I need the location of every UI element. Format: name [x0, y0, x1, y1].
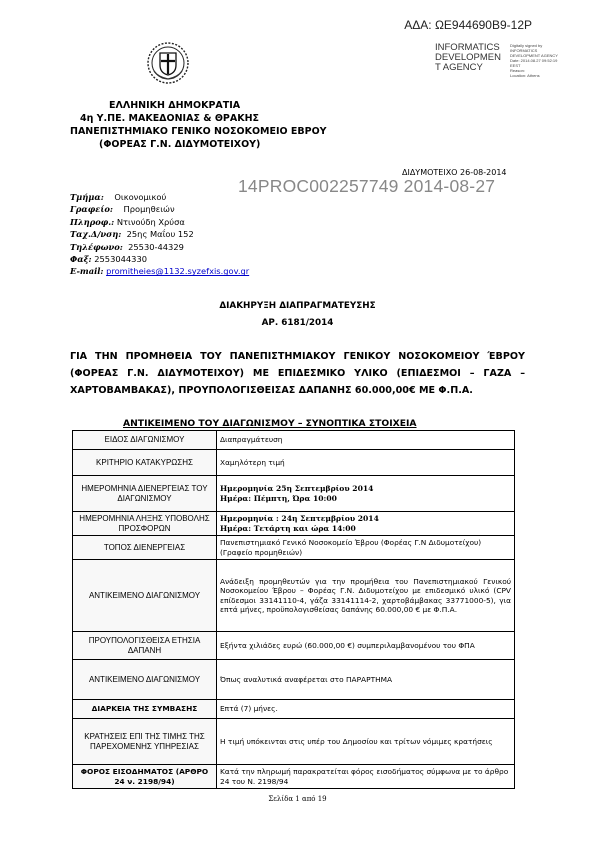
table-row	[73, 700, 515, 719]
row-value: Ανάδειξη προμηθευτών για την προμήθεια του Πανεπιστημιακού Γενικού Νοσοκομείου Έβρου – Φορέας Γ.Ν. Διδυμοτείχου με επιδεσμικό υλικό (CPV επίδεσμοι 33141110-4, γάζα 33141114-2, χαρτοβάμβακας 33771000-5), για επτά μήνες, προϋπολογισθείσας δαπάνης 60.000,00 € με Φ.Π.Α.	[217, 560, 515, 632]
row-label: ΑΝΤΙΚΕΙΜΕΝΟ ΔΙΑΓΩΝΙΣΜΟΥ	[73, 560, 217, 632]
signature-detail: Date: 2014.08.27 09:52:19	[510, 58, 558, 63]
signer-line: T AGENCY	[435, 62, 483, 73]
greek-coat-of-arms-icon	[146, 41, 190, 85]
document-number: ΑΡ. 6181/2014	[261, 318, 334, 328]
row-label: ΔΙΑΡΚΕΙΑ ΤΗΣ ΣΥΜΒΑΣΗΣ	[73, 700, 217, 719]
row-value: Διαπραγμάτευση	[217, 431, 515, 450]
dept-row	[70, 191, 249, 203]
phone-row	[70, 241, 249, 253]
summary-table-title: ΑΝΤΙΚΕΙΜΕΝΟ ΤΟΥ ΔΙΑΓΩΝΙΣΜΟΥ – ΣΥΝΟΠΤΙΚΑ ΣΤΟΙΧΕΙΑ	[123, 418, 417, 429]
signature-detail: Reason:	[510, 68, 525, 73]
address-value: 25ης Μαΐου 152	[126, 229, 194, 240]
table-row	[73, 536, 515, 560]
row-label: ΦΟΡΟΣ ΕΙΣΟΔΗΜΑΤΟΣ (ΑΡΘΡΟ 24 ν. 2198/94)	[73, 765, 217, 789]
row-label: ΠΡΟΥΠΟΛΟΓΙΣΘΕΙΣΑ ΕΤΗΣΙΑ ΔΑΠΑΝΗ	[73, 632, 217, 660]
ada-code: ΑΔΑ: ΩΕ944690Β9-12Ρ	[404, 18, 532, 32]
page-number: Σελίδα 1 από 19	[268, 795, 327, 803]
protocol-stamp: 14PROC002257749 2014-08-27	[238, 176, 496, 196]
signature-detail: INFORMATICS	[510, 48, 538, 53]
row-value	[217, 476, 515, 512]
value-line: Ημέρα: Πέμπτη, Ώρα 10:00	[220, 493, 337, 503]
phone-value: 25530-44329	[128, 241, 184, 252]
row-label: ΗΜΕΡΟΜΗΝΙΑ ΛΗΞΗΣ ΥΠΟΒΟΛΗΣ ΠΡΟΣΦΟΡΩΝ	[73, 512, 217, 536]
row-value: Πανεπιστημιακό Γενικό Νοσοκομείο Έβρου (Φορέας Γ.Ν Διδυμοτείχου) (Γραφείο προμηθειών)	[217, 536, 515, 560]
signature-details	[510, 43, 570, 78]
signer-line: DEVELOPMEN	[435, 52, 501, 63]
header-republic: ΕΛΛΗΝΙΚΗ ΔΗΜΟΚΡΑΤΙΑ	[109, 100, 241, 111]
row-label: ΑΝΤΙΚΕΙΜΕΝΟ ΔΙΑΓΩΝΙΣΜΟΥ	[73, 660, 217, 700]
row-value: Η τιμή υπόκεινται στις υπέρ του Δημοσίου και τρίτων νόμιμες κρατήσεις	[217, 719, 515, 765]
row-value	[217, 512, 515, 536]
address-row	[70, 228, 249, 240]
signature-detail: Location: Athens	[510, 73, 540, 78]
table-row	[73, 431, 515, 450]
table-row	[73, 719, 515, 765]
table-row	[73, 450, 515, 476]
header-region: 4η Υ.ΠΕ. ΜΑΚΕΔΟΝΙΑΣ & ΘΡΑΚΗΣ	[80, 113, 260, 124]
table-row	[73, 476, 515, 512]
contact-row	[70, 216, 249, 228]
email-label: E-mail:	[70, 266, 104, 277]
row-label: ΕΙΔΟΣ ΔΙΑΓΩΝΙΣΜΟΥ	[73, 431, 217, 450]
row-value: Εξήντα χιλιάδες ευρώ (60.000,00 €) συμπεριλαμβανομένου του ΦΠΑ	[217, 632, 515, 660]
row-value: Επτά (7) μήνες.	[217, 700, 515, 719]
signer-line: INFORMATICS	[435, 42, 500, 53]
signature-detail: EEST	[510, 63, 521, 68]
fax-value: 2553044330	[94, 254, 148, 265]
table-row	[73, 512, 515, 536]
table-row	[73, 765, 515, 789]
fax-row	[70, 253, 249, 265]
dept-value: Οικονομικού	[114, 192, 167, 202]
table-row	[73, 660, 515, 700]
document-title: ΔΙΑΚΗΡΥΞΗ ΔΙΑΠΡΑΓΜΑΤΕΥΣΗΣ	[219, 301, 376, 311]
contact-value: Ντινούδη Χρύσα	[116, 216, 185, 227]
address-label: Ταχ.Δ/νση:	[70, 229, 122, 240]
row-label: ΚΡΙΤΗΡΙΟ ΚΑΤΑΚΥΡΩΣΗΣ	[73, 450, 217, 476]
summary-table	[72, 430, 515, 789]
header-entity: (ΦΟΡΕΑΣ Γ.Ν. ΔΙΔΥΜΟΤΕΙΧΟΥ)	[99, 139, 261, 150]
office-label: Γραφείο:	[70, 204, 113, 215]
row-label: ΗΜΕΡΟΜΗΝΙΑ ΔΙΕΝΕΡΓΕΙΑΣ ΤΟΥ ΔΙΑΓΩΝΙΣΜΟΥ	[73, 476, 217, 512]
contact-label: Πληροφ.:	[70, 216, 115, 227]
email-row	[70, 265, 249, 277]
table-row	[73, 632, 515, 660]
signature-detail: DEVELOPMENT AGENCY	[510, 53, 558, 58]
dept-label: Τμήμα:	[70, 192, 104, 202]
document-subject: ΓΙΑ ΤΗΝ ΠΡΟΜΗΘΕΙΑ ΤΟΥ ΠΑΝΕΠΙΣΤΗΜΙΑΚΟΥ ΓΕΝΙΚΟΥ ΝΟΣΟΚΟΜΕΙΟΥ ΈΒΡΟΥ (ΦΟΡΕΑΣ Γ.Ν. ΔΙΔΥΜΟΤΕΙΧΟΥ) ΜΕ ΕΠΙΔΕΣΜΙΚΟ ΥΛΙΚΟ (ΕΠΙΔΕΣΜΟΙ – ΓΑΖΑ – ΧΑΡΤΟΒΑΜΒΑΚΑΣ), ΠΡΟΥΠΟΛΟΓΙΣΘΕΙΣΑΣ ΔΑΠΑΝΗΣ 60.000,00€ ΜΕ Φ.Π.Α.	[70, 351, 525, 396]
email-link[interactable]: promitheies@1132.syzefxis.gov.gr	[106, 266, 250, 277]
phone-label: Τηλέφωνο:	[70, 241, 123, 252]
fax-label: Φαξ:	[70, 254, 92, 265]
signature-detail: Digitally signed by	[510, 43, 543, 48]
office-row	[70, 203, 249, 215]
row-value: Κατά την πληρωμή παρακρατείται φόρος εισοδήματος σύμφωνα με το άρθρο 24 του Ν. 2198/94	[217, 765, 515, 789]
value-line: Ημερομηνία 25η Σεπτεμβρίου 2014	[220, 484, 374, 493]
contact-info	[70, 191, 249, 278]
office-value: Προμηθειών	[123, 204, 175, 215]
row-value: Όπως αναλυτικά αναφέρεται στο ΠΑΡΑΡΤΗΜΑ	[217, 660, 515, 700]
row-label: ΤΟΠΟΣ ΔΙΕΝΕΡΓΕΙΑΣ	[73, 536, 217, 560]
value-line: Ημέρα: Τετάρτη και ώρα 14:00	[220, 523, 356, 533]
header-hospital: ΠΑΝΕΠΙΣΤΗΜΙΑΚΟ ΓΕΝΙΚΟ ΝΟΣΟΚΟΜΕΙΟ ΕΒΡΟΥ	[70, 126, 327, 137]
table-row	[73, 560, 515, 632]
signature-signer	[435, 43, 501, 73]
row-label: ΚΡΑΤΗΣΕΙΣ ΕΠΙ ΤΗΣ ΤΙΜΗΣ ΤΗΣ ΠΑΡΕΧΟΜΕΝΗΣ ΥΠΗΡΕΣΙΑΣ	[73, 719, 217, 765]
row-value: Χαμηλότερη τιμή	[217, 450, 515, 476]
value-line: Ημερομηνία : 24η Σεπτεμβρίου 2014	[220, 514, 379, 523]
document-date: ΔΙΔΥΜΟΤΕΙΧΟ 26-08-2014	[402, 168, 507, 177]
